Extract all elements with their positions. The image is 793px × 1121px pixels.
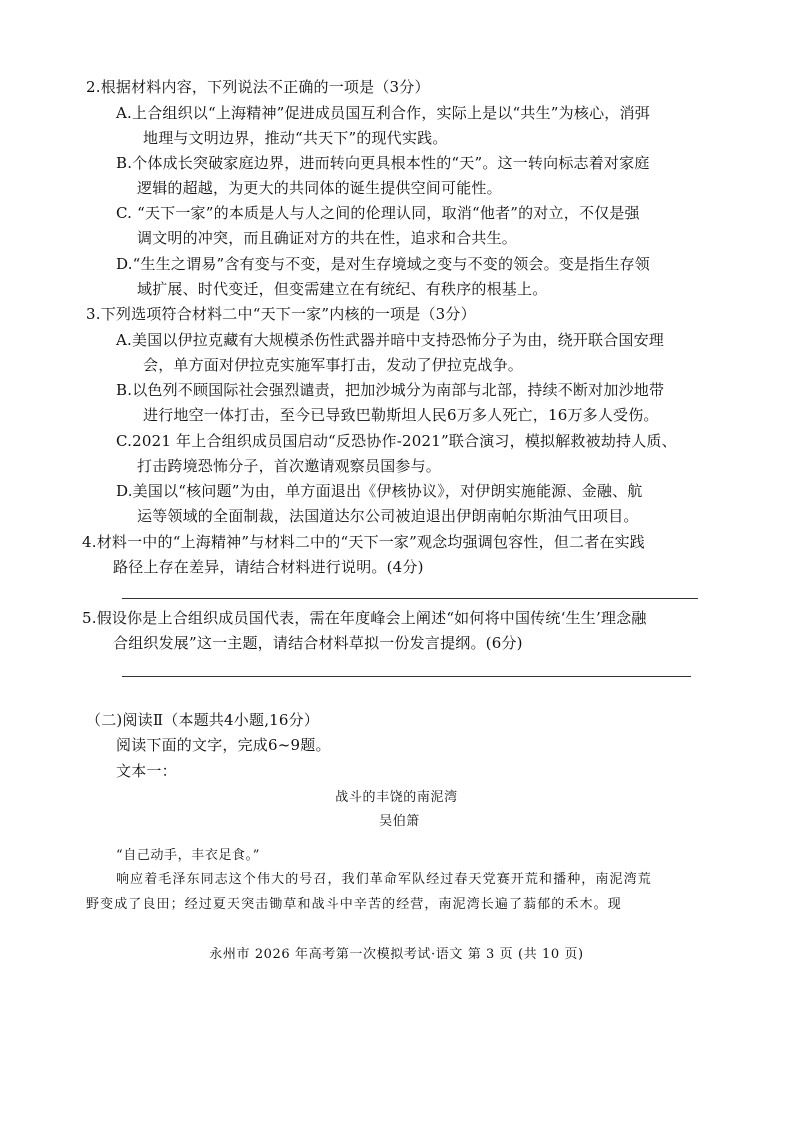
q2-option-a-line1: A.上合组织以“上海精神”促进成员国互利合作，实际上是以“共生”为核心，消弭 (116, 104, 650, 122)
q3-option-a-line1: A.美国以伊拉克藏有大规模杀伤性武器并暗中支持恐怖分子为由，绕开联合国安理 (116, 331, 665, 349)
q2-option-a-line2: 地理与文明边界，推动“共天下”的现代实践。 (143, 129, 448, 147)
q5-line2: 合组织发展”这一主题，请结合材料草拟一份发言提纲。(6分) (113, 634, 523, 652)
article-author: 吴伯箫 (379, 814, 420, 829)
section-instruction: 阅读下面的文字，完成6~9题。 (116, 736, 331, 754)
article-title: 战斗的丰饶的南泥湾 (335, 790, 458, 805)
text-one-label: 文本一： (116, 762, 177, 780)
q3-stem: 3.下列选项符合材料二中“天下一家”内核的一项是（3分） (86, 305, 476, 323)
article-quote: “自己动手，丰衣足食。” (116, 848, 260, 863)
q2-option-c-line2: 调文明的冲突，而且确证对方的共在性，追求和合共生。 (137, 229, 518, 247)
q3-option-b-line1: B.以色列不顾国际社会强烈谴责，把加沙城分为南部与北部，持续不断对加沙地带 (116, 381, 665, 399)
q4-line1: 4.材料一中的“上海精神”与材料二中的“天下一家”观念均强调包容性，但二者在实践 (82, 533, 645, 551)
q5-answer-line[interactable] (122, 676, 691, 677)
q3-option-d-line2: 运等领域的全面制裁，法国道达尔公司被迫退出伊朗南帕尔斯油气田项目。 (137, 507, 639, 525)
page-footer: 永州市 2026 年高考第一次模拟考试·语文 第 3 页 (共 10 页) (209, 947, 584, 962)
q2-option-b-line2: 逻辑的超越，为更大的共同体的诞生提供空间可能性。 (137, 179, 502, 197)
q2-option-b-line1: B.个体成长突破家庭边界，进而转向更具根本性的“天”。这一转向标志着对家庭 (116, 154, 650, 172)
q3-option-c-line2: 打击跨境恐怖分子，首次邀请观察员国参与。 (137, 457, 442, 475)
q2-option-d-line1: D.“生生之谓易”含有变与不变，是对生存境域之变与不变的领会。变是指生存领 (116, 255, 651, 273)
section-heading: （二)阅读Ⅱ（本题共4小题,16分） (86, 711, 320, 729)
q3-option-d-line1: D.美国以“核问题”为由，单方面退出《伊核协议》，对伊朗实施能源、金融、航 (116, 482, 643, 500)
q2-option-c-line1: C. “天下一家”的本质是人与人之间的伦理认同，取消“他者”的对立，不仅是强 (116, 204, 640, 222)
q3-option-c-line1: C.2021 年上合组织成员国启动“反恐协作-2021”联合演习，模拟解救被劫持人质、 (116, 432, 677, 450)
article-paragraph-line1: 响应着毛泽东同志这个伟大的号召，我们革命军队经过春天党赛开荒和播种，南泥湾荒 (116, 872, 652, 887)
q4-answer-line[interactable] (122, 598, 698, 599)
q3-option-a-line2: 会，单方面对伊拉克实施军事打击，发动了伊拉克战争。 (143, 356, 524, 374)
q3-option-b-line2: 进行地空一体打击，至今已导致巴勒斯坦人民6万多人死亡，16万多人受伤。 (143, 406, 659, 424)
q5-line1: 5.假设你是上合组织成员国代表，需在年度峰会上阐述“如何将中国传统‘生生’理念融 (82, 609, 647, 627)
q2-option-d-line2: 域扩展、时代变迁，但变需建立在有统纪、有秩序的根基上。 (137, 280, 548, 298)
article-paragraph-line2: 野变成了良田；经过夏天突击锄草和战斗中辛苦的经营，南泥湾长遍了蓊郁的禾木。现 (86, 897, 622, 912)
q2-stem: 2.根据材料内容，下列说法不正确的一项是（3分） (86, 78, 430, 96)
q4-line2: 路径上存在差异，请结合材料进行说明。(4分) (113, 558, 424, 576)
